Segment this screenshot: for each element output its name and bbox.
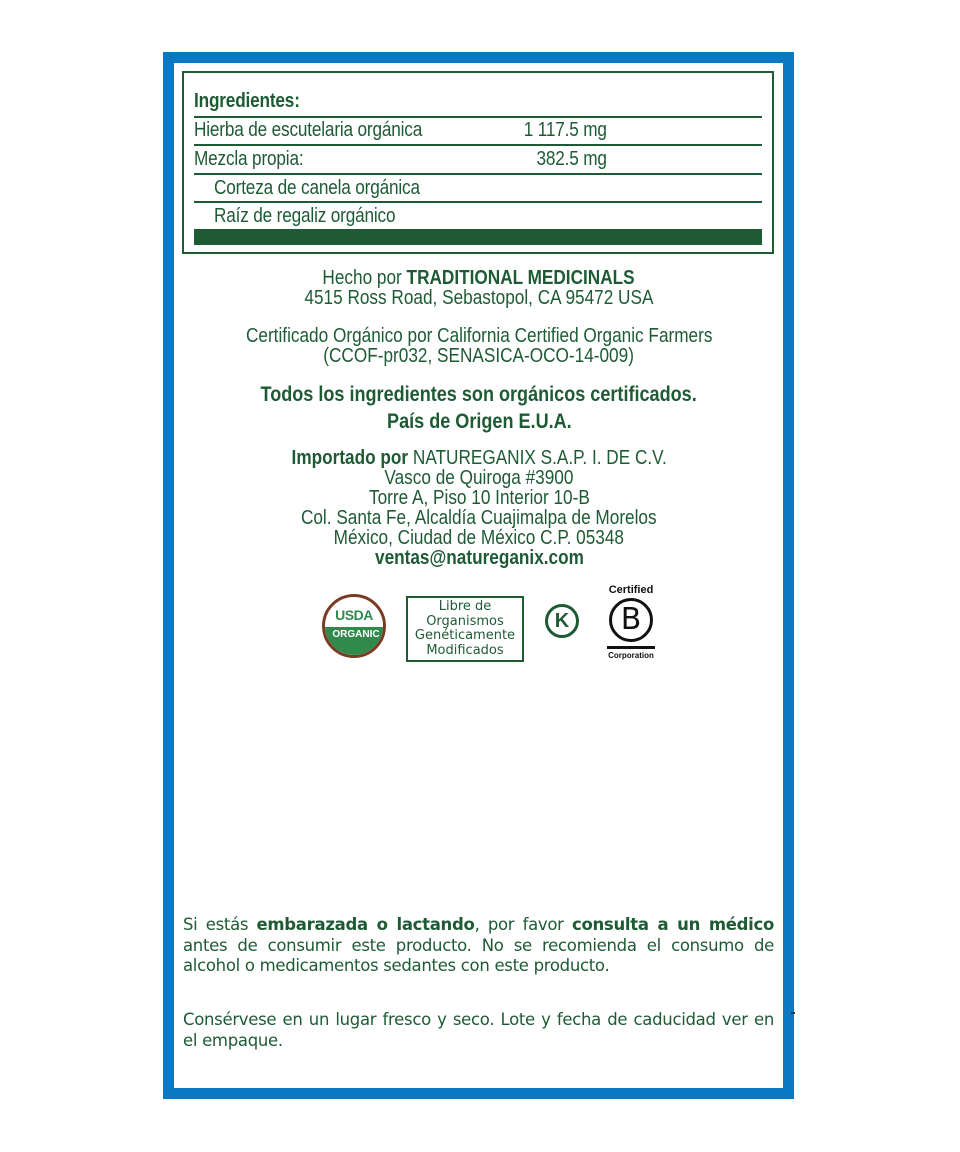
ingredient-name: Corteza de canela orgánica [214,177,420,199]
bcorp-b-icon: B [609,598,653,642]
warning-emphasis: embarazada o lactando [256,915,475,934]
ingredient-name: Hierba de escutelaria orgánica [194,119,423,141]
trim-mark [791,1012,795,1014]
non-gmo-line: Modificados [426,642,504,658]
maker-address: 4515 Ross Road, Sebastopol, CA 95472 USA [304,287,654,309]
certification-block [174,326,784,366]
b-corp-logo [603,584,659,668]
bcorp-rule [607,646,655,649]
warning-text: antes de consumir este producto. No se recomienda el consumo de alcohol o medicamentos sedantes con este producto. [183,935,774,975]
certification-line-1: Certificado Orgánico por California Certified Organic Farmers [245,325,713,347]
organic-text: ORGANIC [323,627,386,657]
importer-prefix: Importado por [291,447,408,469]
warning-text: Si estás [183,915,257,934]
ingredient-row [194,116,682,145]
pregnancy-warning [183,915,774,977]
ingredient-name: Mezcla propia: [194,148,304,170]
bcorp-certified-text: Certified [608,584,654,596]
organic-line-1: Todos los ingredientes son orgánicos certificados. [260,383,698,406]
usda-organic-seal [322,594,386,658]
ingredient-row [214,202,702,231]
warning-emphasis: consulta a un médico [571,915,775,934]
importer-address-line: México, Ciudad de México C.P. 05348 [333,527,625,549]
ingredient-name: Raíz de regaliz orgánico [214,205,396,227]
storage-instructions: Consérvese en un lugar fresco y seco. Lote y fecha de caducidad ver en el empaque. [183,1010,774,1050]
importer-address-line: Col. Santa Fe, Alcaldía Cuajimalpa de Morelos [301,507,657,529]
importer-address-line: Torre A, Piso 10 Interior 10-B [368,487,590,509]
maker-name: TRADITIONAL MEDICINALS [407,267,636,289]
ingredient-amount: 382.5 mg [536,148,607,170]
non-gmo-line: Genéticamente [414,628,516,643]
importer-name: NATUREGANIX S.A.P. I. DE C.V. [407,447,667,469]
importer-email: ventas@natureganix.com [374,547,584,569]
ingredients-footer-bar [194,229,762,245]
non-gmo-badge [406,596,524,662]
ingredients-title: Ingredientes: [194,90,300,112]
origin-line: País de Origen E.U.A. [386,410,572,433]
warning-text: , por favor [474,915,572,934]
certification-line-2: (CCOF-pr032, SENASICA-OCO-14-009) [323,345,635,367]
importer-address-line: Vasco de Quiroga #3900 [384,467,574,489]
ingredient-row [194,145,682,174]
non-gmo-line: Organismos [426,613,504,629]
non-gmo-line: Libre de [438,599,492,614]
usda-text: USDA [335,607,373,623]
importer-block [174,448,784,568]
maker-block [174,268,784,308]
kosher-icon: K [545,604,579,638]
ingredient-row [214,174,702,203]
organic-statement [174,381,784,435]
bcorp-corporation-text: Corporation [608,651,654,660]
ingredient-amount: 1 117.5 mg [523,119,607,141]
maker-prefix: Hecho por [322,267,408,289]
